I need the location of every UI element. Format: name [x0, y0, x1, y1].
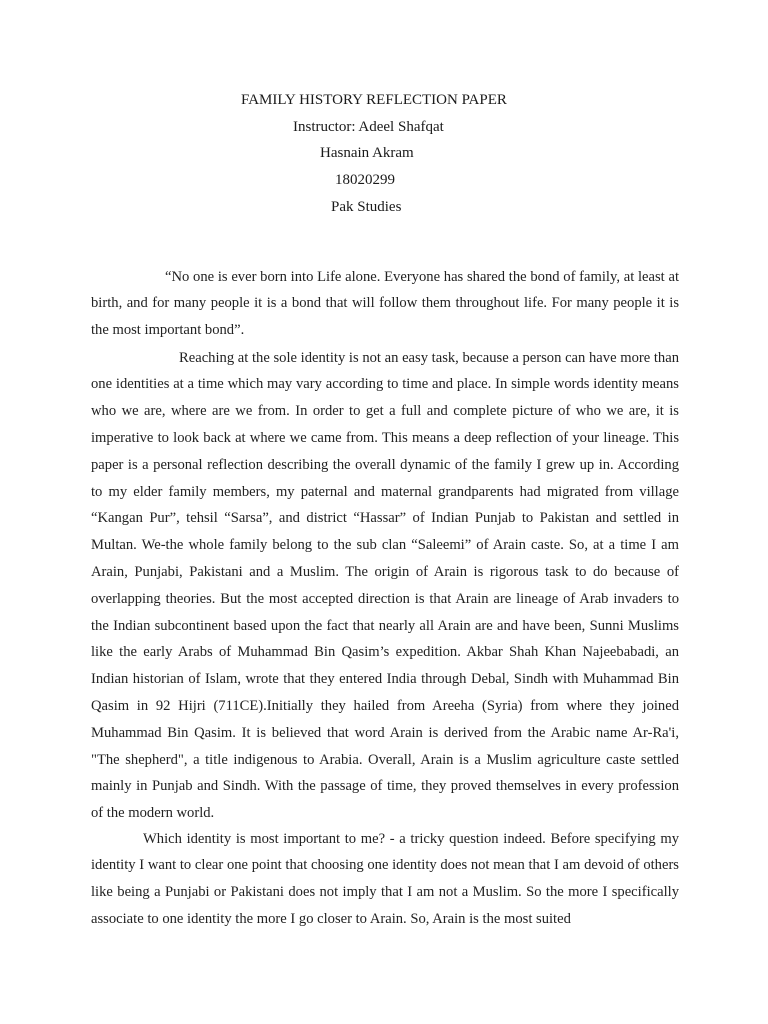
course-name: Pak Studies [331, 199, 402, 215]
student-id: 18020299 [335, 172, 395, 188]
body-paragraph-identity: Reaching at the sole identity is not an easy task, because a person can have more than one identities at a time which may vary according to time and place. In simple words identity means who we are, where are we from. In order to get a full and complete picture of who we are, it is imperative to look back at where we came from. This means a deep reflection of your lineage. This paper is a personal reflection describing the overall dynamic of the family I grew up in. According to my elder family members, my paternal and maternal grandparents had migrated from village “Kangan Pur”, tehsil “Sarsa”, and district “Hassar” of Indian Punjab to Pakistan and settled in Multan. We-the whole family belong to the sub clan “Saleemi” of Arain caste. So, at a time I am Arain, Punjabi, Pakistani and a Muslim. The origin of Arain is rigorous task to do because of overlapping theories. But the most accepted direction is that Arain are lineage of Arab invaders to the Indian subcontinent based upon the fact that nearly all Arain are and have been, Sunni Muslims like the early Arabs of Muhammad Bin Qasim’s expedition. Akbar Shah Khan Najeebabadi, an Indian historian of Islam, wrote that they entered India through Debal, Sindh with Muhammad Bin Qasim in 92 Hijri (711CE).Initially they hailed from Areeha (Syria) from where they joined Muhammad Bin Qasim. It is believed that word Arain is derived from the Arabic name Ar-Ra'i, "The shepherd", a title indigenous to Arabia. Overall, Arain is a Muslim agriculture caste settled mainly in Punjab and Sindh. With the passage of time, they proved themselves in every profession of the modern world. [91, 349, 679, 822]
author-name: Hasnain Akram [320, 145, 414, 161]
paper-title: FAMILY HISTORY REFLECTION PAPER [241, 92, 507, 108]
body-paragraph-quote: “No one is ever born into Life alone. Everyone has shared the bond of family, at least at birth, and for many people it is a bond that will follow them throughout life. For many people it is the most important bond”. [91, 268, 679, 339]
instructor-line: Instructor: Adeel Shafqat [293, 119, 444, 135]
body-paragraph-question: Which identity is most important to me? - a tricky question indeed. Before specifying my identity I want to clear one point that choosing one identity does not mean that I am devoid of others like being a Punjabi or Pakistani does not imply that I am not a Muslim. So the more I specifically associate to one identity the more I go closer to Arain. So, Arain is the most suited [91, 830, 679, 927]
